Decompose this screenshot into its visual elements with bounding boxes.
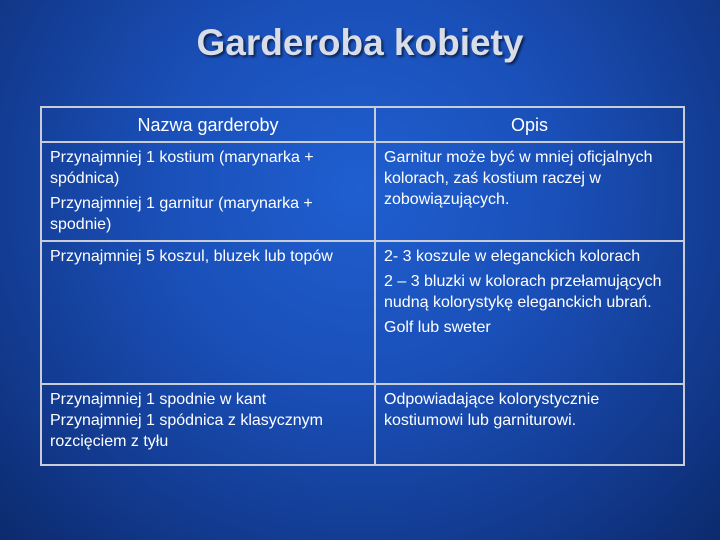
description-line: 2 – 3 bluzki w kolorach przełamujących nudną kolorystykę eleganckich ubrań.	[384, 273, 662, 311]
description-line: 2- 3 koszule w eleganckich kolorach	[384, 248, 641, 265]
garment-line: Przynajmniej 1 spódnica z klasycznym rozcięciem z tyłu	[50, 412, 323, 450]
header-garment-name: Nazwa garderoby	[41, 107, 375, 142]
garment-line: Przynajmniej 1 spodnie w kant	[50, 391, 267, 408]
description-line: Golf lub sweter	[384, 319, 491, 336]
slide-title: Garderoba kobiety	[196, 22, 524, 63]
description-line: Odpowiadające kolorystycznie kostiumowi lub garniturowi.	[384, 391, 600, 429]
garment-name-cell	[41, 384, 375, 465]
garment-name-cell	[41, 142, 375, 241]
description-cell	[375, 142, 684, 241]
wardrobe-table	[40, 106, 685, 466]
header-description: Opis	[375, 107, 684, 142]
table-row	[41, 384, 684, 465]
table-row	[41, 142, 684, 241]
table-header-row	[41, 107, 684, 142]
description-cell	[375, 241, 684, 384]
table-row	[41, 241, 684, 384]
garment-line: Przynajmniej 1 kostium (marynarka + spódnica)	[50, 149, 314, 187]
description-cell	[375, 384, 684, 465]
garment-line: Przynajmniej 1 garnitur (marynarka + spodnie)	[50, 195, 313, 233]
garment-name-cell	[41, 241, 375, 384]
garment-line: Przynajmniej 5 koszul, bluzek lub topów	[50, 248, 333, 265]
description-line: Garnitur może być w mniej oficjalnych kolorach, zaś kostium raczej w zobowiązujących.	[384, 149, 653, 208]
